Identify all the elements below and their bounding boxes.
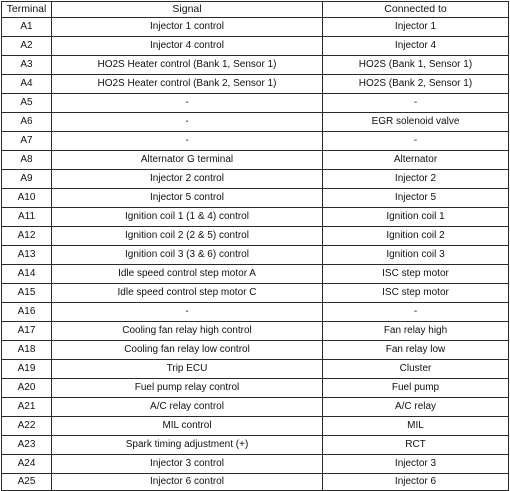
table-row — [2, 322, 509, 341]
terminal-cell: A19 — [2, 360, 52, 379]
connected-to-cell: Injector 4 — [323, 37, 509, 56]
connected-to-cell: Ignition coil 1 — [323, 208, 509, 227]
signal-cell: Alternator G terminal — [52, 151, 323, 170]
connected-to-cell: - — [323, 303, 509, 322]
table-row — [2, 360, 509, 379]
connected-to-cell: ISC step motor — [323, 284, 509, 303]
terminal-cell: A1 — [2, 18, 52, 37]
terminal-cell: A12 — [2, 227, 52, 246]
signal-cell: A/C relay control — [52, 398, 323, 417]
signal-cell: - — [52, 113, 323, 132]
connected-to-cell: A/C relay — [323, 398, 509, 417]
signal-cell: - — [52, 132, 323, 151]
signal-cell: Injector 4 control — [52, 37, 323, 56]
table-row — [2, 18, 509, 37]
terminal-cell: A15 — [2, 284, 52, 303]
signal-cell: Cooling fan relay low control — [52, 341, 323, 360]
table-row — [2, 170, 509, 189]
connected-to-cell: Cluster — [323, 360, 509, 379]
terminal-cell: A18 — [2, 341, 52, 360]
signal-cell: Idle speed control step motor A — [52, 265, 323, 284]
table-body — [2, 18, 509, 491]
terminal-cell: A6 — [2, 113, 52, 132]
table-row — [2, 379, 509, 398]
connected-to-cell: Injector 2 — [323, 170, 509, 189]
table-row — [2, 398, 509, 417]
connected-to-cell: Fan relay low — [323, 341, 509, 360]
table-row — [2, 113, 509, 132]
terminal-cell: A24 — [2, 455, 52, 474]
connected-to-cell: MIL — [323, 417, 509, 436]
table-row — [2, 417, 509, 436]
connected-to-cell: Alternator — [323, 151, 509, 170]
terminal-cell: A8 — [2, 151, 52, 170]
terminal-cell: A13 — [2, 246, 52, 265]
terminal-cell: A10 — [2, 189, 52, 208]
terminal-signal-table — [1, 1, 509, 491]
signal-cell: HO2S Heater control (Bank 2, Sensor 1) — [52, 75, 323, 94]
signal-cell: Injector 6 control — [52, 474, 323, 491]
connected-to-cell: Fuel pump — [323, 379, 509, 398]
table-row — [2, 341, 509, 360]
table-row — [2, 94, 509, 113]
table-row — [2, 246, 509, 265]
terminal-cell: A16 — [2, 303, 52, 322]
connected-to-cell: Injector 3 — [323, 455, 509, 474]
connected-to-cell: HO2S (Bank 2, Sensor 1) — [323, 75, 509, 94]
table-row — [2, 151, 509, 170]
connected-to-cell: EGR solenoid valve — [323, 113, 509, 132]
header-terminal: Terminal — [2, 2, 52, 18]
table-row — [2, 37, 509, 56]
table-row — [2, 227, 509, 246]
signal-cell: HO2S Heater control (Bank 1, Sensor 1) — [52, 56, 323, 75]
terminal-cell: A20 — [2, 379, 52, 398]
table-header-row — [2, 2, 509, 18]
connected-to-cell: HO2S (Bank 1, Sensor 1) — [323, 56, 509, 75]
connected-to-cell: - — [323, 132, 509, 151]
table-row — [2, 284, 509, 303]
table-row — [2, 303, 509, 322]
signal-cell: - — [52, 94, 323, 113]
signal-cell: Spark timing adjustment (+) — [52, 436, 323, 455]
terminal-cell: A22 — [2, 417, 52, 436]
terminal-cell: A4 — [2, 75, 52, 94]
table-row — [2, 436, 509, 455]
signal-cell: Idle speed control step motor C — [52, 284, 323, 303]
terminal-cell: A17 — [2, 322, 52, 341]
header-connected-to: Connected to — [323, 2, 509, 18]
connected-to-cell: ISC step motor — [323, 265, 509, 284]
terminal-cell: A11 — [2, 208, 52, 227]
connected-to-cell: RCT — [323, 436, 509, 455]
connected-to-cell: Injector 5 — [323, 189, 509, 208]
terminal-cell: A9 — [2, 170, 52, 189]
terminal-cell: A5 — [2, 94, 52, 113]
connected-to-cell: Injector 1 — [323, 18, 509, 37]
terminal-cell: A21 — [2, 398, 52, 417]
signal-cell: Ignition coil 3 (3 & 6) control — [52, 246, 323, 265]
signal-cell: MIL control — [52, 417, 323, 436]
signal-cell: Fuel pump relay control — [52, 379, 323, 398]
connected-to-cell: - — [323, 94, 509, 113]
signal-cell: Injector 2 control — [52, 170, 323, 189]
table-row — [2, 265, 509, 284]
terminal-cell: A14 — [2, 265, 52, 284]
signal-cell: Ignition coil 1 (1 & 4) control — [52, 208, 323, 227]
table-row — [2, 132, 509, 151]
terminal-cell: A23 — [2, 436, 52, 455]
signal-cell: Trip ECU — [52, 360, 323, 379]
connected-to-cell: Ignition coil 2 — [323, 227, 509, 246]
signal-cell: Ignition coil 2 (2 & 5) control — [52, 227, 323, 246]
connected-to-cell: Fan relay high — [323, 322, 509, 341]
signal-cell: Injector 3 control — [52, 455, 323, 474]
connected-to-cell: Injector 6 — [323, 474, 509, 491]
signal-cell: Injector 5 control — [52, 189, 323, 208]
table-row — [2, 208, 509, 227]
terminal-cell: A25 — [2, 474, 52, 491]
table-row — [2, 474, 509, 491]
table-row — [2, 56, 509, 75]
signal-cell: Injector 1 control — [52, 18, 323, 37]
terminal-cell: A3 — [2, 56, 52, 75]
connected-to-cell: Ignition coil 3 — [323, 246, 509, 265]
terminal-cell: A7 — [2, 132, 52, 151]
table-row — [2, 455, 509, 474]
header-signal: Signal — [52, 2, 323, 18]
table-row — [2, 189, 509, 208]
terminal-cell: A2 — [2, 37, 52, 56]
table-row — [2, 75, 509, 94]
signal-cell: - — [52, 303, 323, 322]
signal-cell: Cooling fan relay high control — [52, 322, 323, 341]
